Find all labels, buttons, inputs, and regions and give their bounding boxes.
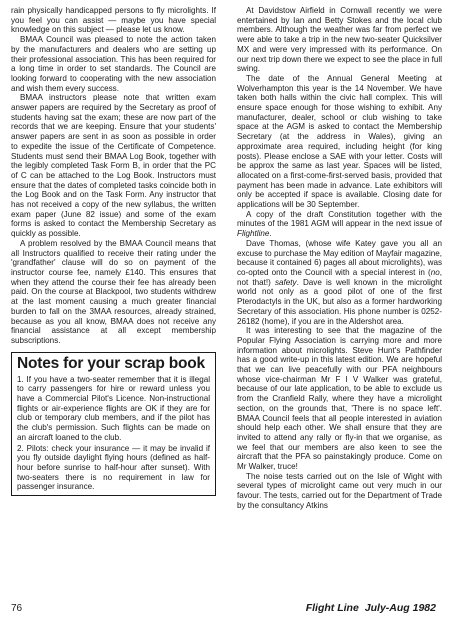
p3-text-b: . xyxy=(269,229,272,239)
right-column xyxy=(237,6,442,511)
right-paragraph-4 xyxy=(237,239,442,326)
p4-text-b: , not that!) xyxy=(237,267,442,287)
flightline-title: Flightline xyxy=(237,229,270,239)
magazine-name: Flight Line xyxy=(305,602,359,614)
right-paragraph-6: The noise tests carried out on the Isle of Wight with several types of microlight came out very much in our favour. The tests, carried out for the Department of Trade by the consultancy Atkins xyxy=(237,471,442,510)
right-paragraph-1: At Davidstow Airfield in Cornwall recently we were entertained by Ian and Betty Stokes and the local club members. Although the weather was far from perfect we were able to take a trip in the new two-seater Quicksilver MX and were very impressed with its performance. On our next trip down there we expect to see the place in full swing. xyxy=(237,6,442,74)
scrapbook-title: Notes for your scrap book xyxy=(17,354,205,372)
scrapbook-box xyxy=(11,352,216,496)
left-paragraph-4: A problem resolved by the BMAA Council means that all Instructors qualified to receive their rating under the 'grandfather' clause will do so on payment of the instructor course fee, namely £140. This ensures that when they attend the course their fee has already been paid. On the course at Blackpool, two students withdrew at the last moment causing a much greater financial burden to fall on the 3MAA resources, already strained, because as you all know, BMAA does not receive any financial assistance at all except membership subscriptions. xyxy=(11,238,216,345)
p4-emphasis-safety: safety xyxy=(274,277,297,287)
right-paragraph-2: The date of the Annual General Meeting at Wolverhampton this year is the 14 November. We have taken both halls within the civic hall complex. This will ensure space enough for those wishing to exhibit. Any manufacturer, dealer, school or club wishing to take space at the AGM is asked to contact the Membership Secretary (at the address in Wales), giving an approximate area required, including height (for king posts). Please enclose a SAE with your letter. Costs will be approx the same as last year. Spaces will be listed, allocated on a first-come-first-served basis, provided that payment has been made in advance. Late exhibitors will only be accepted if space is available. Closing date for applications will be 30 September. xyxy=(237,73,442,210)
p3-text-a: A copy of the draft Constitution together with the minutes of the 1981 AGM will appear in the next issue of xyxy=(237,209,442,229)
scrapbook-item-2: 2. Pilots: check your insurance — it may be invalid if you fly outside daylight flying hours (defined as half-hour before sunrise to half-hour after sunset). With two-seaters there is no requirement in law for passenger insurance. xyxy=(17,443,210,492)
left-paragraph-3: BMAA instructors please note that written exam answer papers are required by the Secretary as proof of students having sat the exam; these are now part of the records that we are keeping. Ensure that your students' answer papers are sent in as soon as possible in order to expedite the issue of the Certificate of Competence. Students must send their BMAA Log Book, together with the legibly completed Task Form B, in order that the PC of C can be attached to the Log Book. Instructors must ensure that the dates of completed tasks coincide both in the Log Book and on the Task Form. Any instructor that has not received a copy of the new syllabus, the written exam paper (June 82 issue) and some of the exam forms is asked to contact the Membership Secretary as quickly as possible. xyxy=(11,93,216,239)
footer-masthead xyxy=(306,602,436,614)
scrapbook-item-1: 1. If you have a two-seater remember that it is illegal to carry passengers for hire or reward unless you have a Commercial Pilot's Licence. Non-instructional flights or air-experience flights are OK if they are for club or temporary club members, and if the pilot has the club's permission. Such flights can be made on an aircraft loaned to the club. xyxy=(17,374,210,442)
issue-date: July-Aug 1982 xyxy=(364,602,436,614)
left-column xyxy=(11,6,216,496)
right-paragraph-3 xyxy=(237,210,442,239)
p4-emphasis-no: no xyxy=(430,267,440,277)
left-paragraph-1: rain physically handicapped persons to fly microlights. If you feel you can assist — maybe you have special knowledge on this subject — please let us know. xyxy=(11,6,216,35)
page-number: 76 xyxy=(11,603,23,614)
left-paragraph-2: BMAA Council was pleased to note the action taken by the manufacturers and dealers who are setting up their professional association. This has been required for a long time in order to set standards. The Council are looking forward to cooperating with the new association and wish them every success. xyxy=(11,35,216,93)
p4-text-c: . Dave is well known in the microlight world not only as a good pilot of one of the first Pterodactyls in the UK, but also as a former hardworking Secretary of this association. His phone number is 0252-26182 (home), if you are in the Aldershot area. xyxy=(237,277,442,326)
p4-text-a: Dave Thomas, (whose wife Katey gave you all an excuse to purchase the May edition of Mayfair magazine, because it contained 6) pages all about microlights), was co-opted onto the Council with a special interest in ( xyxy=(237,238,442,277)
right-paragraph-5: It was interesting to see that the magazine of the Popular Flying Association is carrying more and more information about microlights. Steve Hunt's Pathfinder has a good write-up in this latest edition. We are hopeful that we can live peacefully with our PFA neighbours whose vice-chairman Mr F I V Walker was grateful, because of our late application, to be able to exclude us from the Cranfield Rally, where they have a microlight section, on the grounds that, 'There is no space left'. BMAA Council feels that all people interested in aviation should help each other. We shall ensure that they are invited to attend any rally or fly-in that we organise, as we feel that our members are also keen to see the aircraft that the PFA so painstakingly produce. Come on Mr Walker, truce! xyxy=(237,326,442,472)
